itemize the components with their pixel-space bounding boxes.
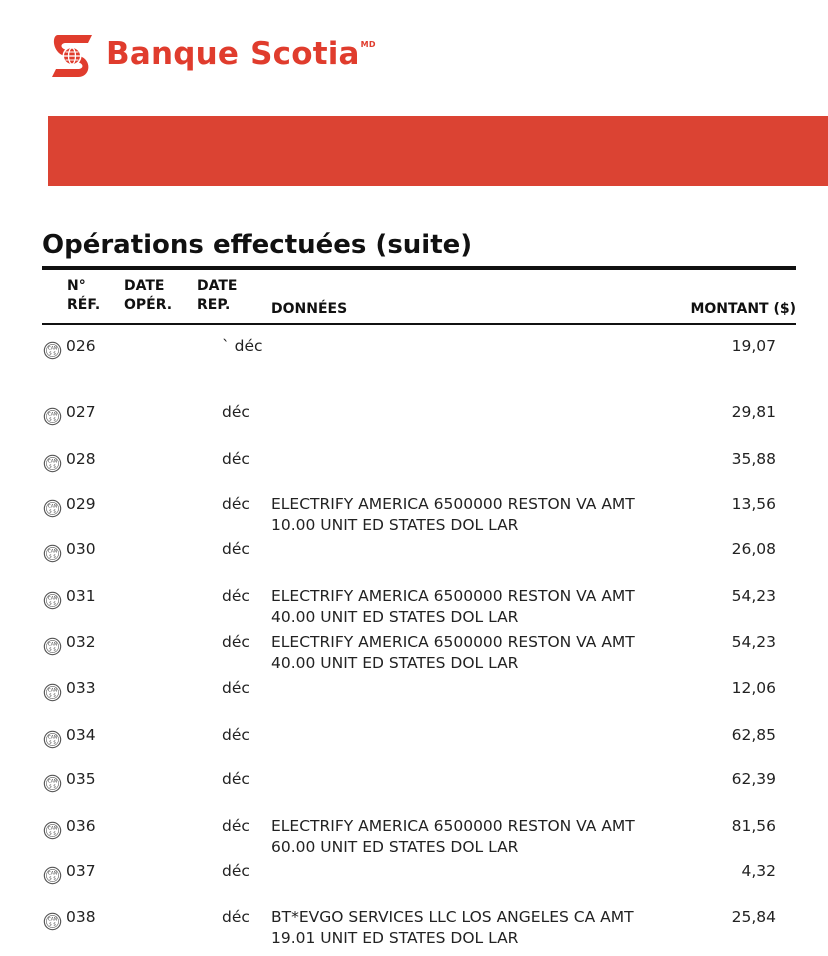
transaction-ref: 028 [66, 450, 96, 468]
col-header-description: DONNÉES [271, 301, 348, 317]
transaction-description [271, 586, 671, 628]
svg-text:$ $: $ $ [49, 740, 56, 746]
description-line-1: ELECTRIFY AMERICA 6500000 RESTON VA AMT [271, 587, 635, 605]
foreign-currency-icon [43, 637, 62, 656]
svg-text:$ $: $ $ [49, 693, 56, 699]
transaction-date-rep: déc [222, 726, 250, 744]
description-line-1: ELECTRIFY AMERICA 6500000 RESTON VA AMT [271, 495, 635, 513]
foreign-currency-icon [43, 407, 62, 426]
transaction-ref: 033 [66, 679, 96, 697]
svg-text:CAN: CAN [47, 346, 58, 352]
transaction-amount: 26,08 [731, 540, 776, 558]
foreign-currency-icon [43, 454, 62, 473]
transaction-date-rep: déc [222, 770, 250, 788]
transaction-date-rep: déc [222, 679, 250, 697]
description-line-2: 60.00 UNIT ED STATES DOL LAR [271, 838, 519, 856]
col-header-date-rep: DATE REP. [197, 278, 238, 313]
svg-text:CAN: CAN [47, 549, 58, 555]
transaction-ref: 036 [66, 817, 96, 835]
svg-text:CAN: CAN [47, 642, 58, 648]
transaction-date-rep: déc [222, 495, 250, 513]
col-header-ref: N° RÉF. [67, 278, 101, 313]
transaction-date-rep: déc [222, 633, 250, 651]
transaction-ref: 030 [66, 540, 96, 558]
transaction-description [271, 907, 671, 949]
svg-text:$ $: $ $ [49, 601, 56, 607]
transaction-ref: 032 [66, 633, 96, 651]
transaction-description [271, 816, 671, 858]
transaction-date-rep: déc [222, 817, 250, 835]
svg-text:$ $: $ $ [49, 876, 56, 882]
svg-text:CAN: CAN [47, 504, 58, 510]
transaction-ref: 027 [66, 403, 96, 421]
brand-name: Banque Scotia [106, 36, 360, 72]
title-rule [42, 266, 796, 270]
section-title: Opérations effectuées (suite) [42, 230, 473, 260]
description-line-1: ELECTRIFY AMERICA 6500000 RESTON VA AMT [271, 633, 635, 651]
svg-text:$ $: $ $ [49, 464, 56, 470]
foreign-currency-icon [43, 591, 62, 610]
description-line-2: 40.00 UNIT ED STATES DOL LAR [271, 608, 519, 626]
svg-text:$ $: $ $ [49, 509, 56, 515]
svg-text:CAN: CAN [47, 596, 58, 602]
transaction-date-rep: ` déc [222, 337, 263, 355]
svg-text:$ $: $ $ [49, 554, 56, 560]
description-line-1: BT*EVGO SERVICES LLC LOS ANGELES CA AMT [271, 908, 634, 926]
svg-text:CAN: CAN [47, 779, 58, 785]
transaction-amount: 54,23 [731, 633, 776, 651]
svg-text:CAN: CAN [47, 412, 58, 418]
transaction-amount: 54,23 [731, 587, 776, 605]
transaction-date-rep: déc [222, 908, 250, 926]
transaction-ref: 037 [66, 862, 96, 880]
foreign-currency-icon [43, 683, 62, 702]
header-rule [42, 323, 796, 325]
transaction-date-rep: déc [222, 540, 250, 558]
svg-text:CAN: CAN [47, 688, 58, 694]
svg-text:$ $: $ $ [49, 647, 56, 653]
transaction-amount: 25,84 [731, 908, 776, 926]
transaction-ref: 034 [66, 726, 96, 744]
foreign-currency-icon [43, 774, 62, 793]
svg-text:$ $: $ $ [49, 351, 56, 357]
foreign-currency-icon [43, 544, 62, 563]
col-header-date-oper: DATE OPÉR. [124, 278, 173, 313]
transaction-date-rep: déc [222, 403, 250, 421]
header-band [48, 116, 828, 186]
foreign-currency-icon [43, 499, 62, 518]
transaction-amount: 13,56 [731, 495, 776, 513]
transaction-amount: 29,81 [731, 403, 776, 421]
brand-trademark: MD [360, 40, 376, 49]
svg-text:CAN: CAN [47, 871, 58, 877]
description-line-2: 19.01 UNIT ED STATES DOL LAR [271, 929, 519, 947]
svg-text:$ $: $ $ [49, 784, 56, 790]
svg-text:CAN: CAN [47, 735, 58, 741]
transaction-ref: 026 [66, 337, 96, 355]
transaction-amount: 62,85 [731, 726, 776, 744]
transaction-date-rep: déc [222, 587, 250, 605]
foreign-currency-icon [43, 730, 62, 749]
transaction-amount: 12,06 [731, 679, 776, 697]
foreign-currency-icon [43, 912, 62, 931]
bank-logo [48, 30, 376, 82]
transaction-description [271, 632, 671, 674]
transaction-date-rep: déc [222, 862, 250, 880]
transaction-ref: 031 [66, 587, 96, 605]
transaction-ref: 035 [66, 770, 96, 788]
transaction-ref: 038 [66, 908, 96, 926]
transaction-amount: 81,56 [731, 817, 776, 835]
description-line-2: 10.00 UNIT ED STATES DOL LAR [271, 516, 519, 534]
col-header-amount: MONTANT ($) [690, 301, 796, 317]
svg-text:$ $: $ $ [49, 922, 56, 928]
transaction-description [271, 494, 671, 536]
transaction-amount: 4,32 [741, 862, 776, 880]
svg-text:CAN: CAN [47, 917, 58, 923]
svg-text:$ $: $ $ [49, 831, 56, 837]
transaction-amount: 35,88 [731, 450, 776, 468]
foreign-currency-icon [43, 341, 62, 360]
description-line-2: 40.00 UNIT ED STATES DOL LAR [271, 654, 519, 672]
foreign-currency-icon [43, 866, 62, 885]
scotia-logo-icon [48, 31, 96, 81]
svg-text:$ $: $ $ [49, 417, 56, 423]
description-line-1: ELECTRIFY AMERICA 6500000 RESTON VA AMT [271, 817, 635, 835]
foreign-currency-icon [43, 821, 62, 840]
transaction-ref: 029 [66, 495, 96, 513]
transaction-date-rep: déc [222, 450, 250, 468]
transaction-amount: 62,39 [731, 770, 776, 788]
svg-text:CAN: CAN [47, 459, 58, 465]
svg-text:CAN: CAN [47, 826, 58, 832]
transaction-amount: 19,07 [731, 337, 776, 355]
